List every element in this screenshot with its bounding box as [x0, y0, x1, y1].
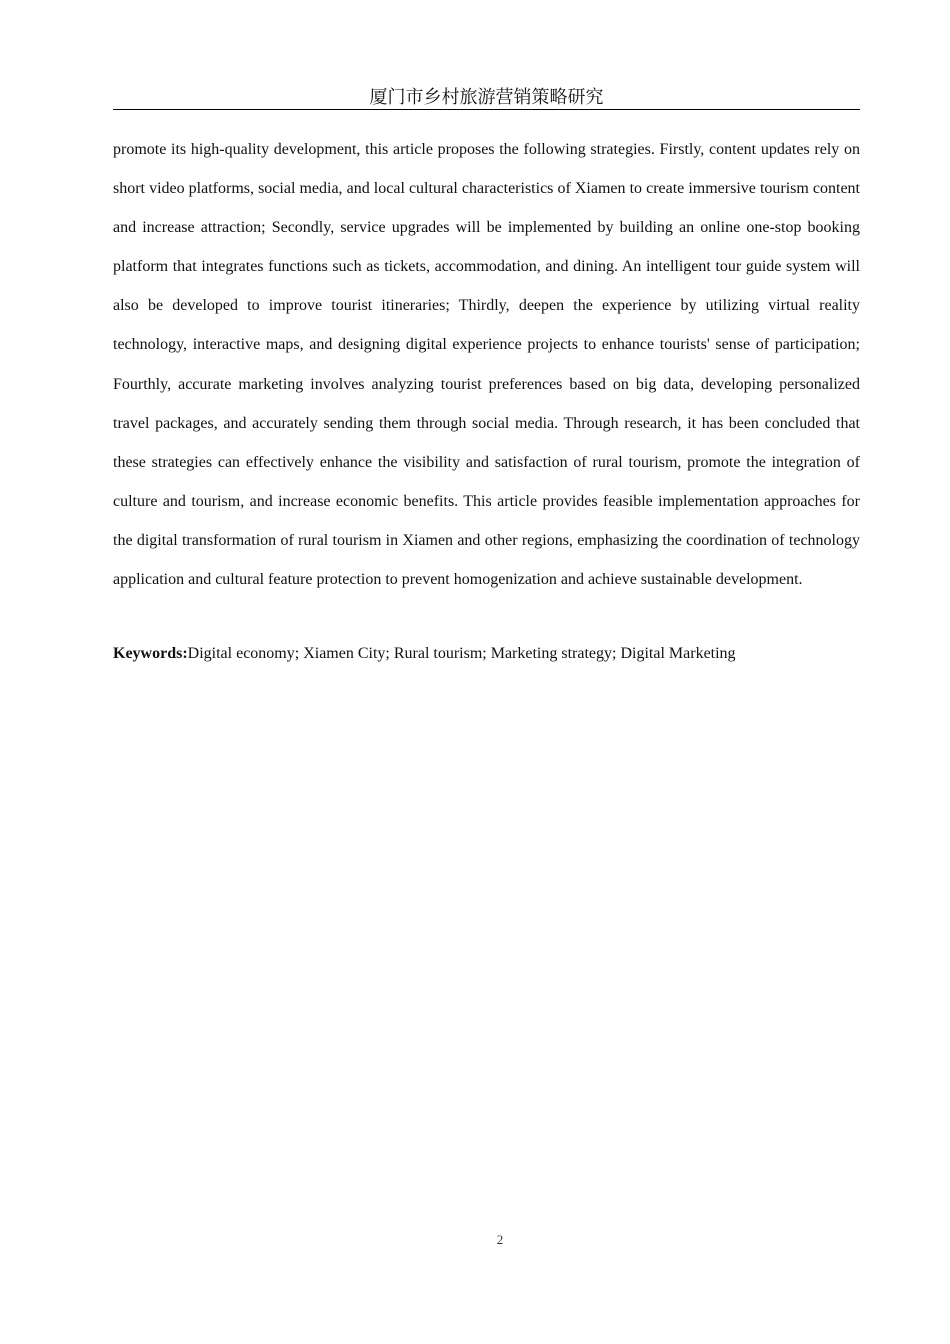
abstract-paragraph: promote its high-quality development, this article proposes the following strategies. Firstly, content updates rely on short video platforms, social media, and local cultural characteristics of Xiamen to create immersive tourism content and increase attraction; Secondly, service upgrades will be implemented by building an online one-stop booking platform that integrates functions such as tickets, accommodation, and dining. An intelligent tour guide system will also be developed to improve tourist itineraries; Thirdly, deepen the experience by utilizing virtual reality technology, interactive maps, and designing digital experience projects to enhance tourists' sense of participation; Fourthly, accurate marketing involves analyzing tourist preferences based on big data, developing personalized travel packages, and accurately sending them through social media. Through research, it has been concluded that these strategies can effectively enhance the visibility and satisfaction of rural tourism, promote the integration of culture and tourism, and increase economic benefits. This article provides feasible implementation approaches for the digital transformation of rural tourism in Xiamen and other regions, emphasizing the coordination of technology application and cultural feature protection to prevent homogenization and achieve sustainable development. [113, 141, 860, 589]
page-header-title: 厦门市乡村旅游营销策略研究 [369, 87, 604, 108]
keywords-value: Digital economy; Xiamen City; Rural tourism; Marketing strategy; Digital Marketing [187, 645, 736, 662]
header-divider [113, 109, 860, 110]
keywords-line [113, 642, 860, 666]
page-number: 2 [496, 1232, 504, 1247]
keywords-label: Keywords: [113, 645, 188, 662]
